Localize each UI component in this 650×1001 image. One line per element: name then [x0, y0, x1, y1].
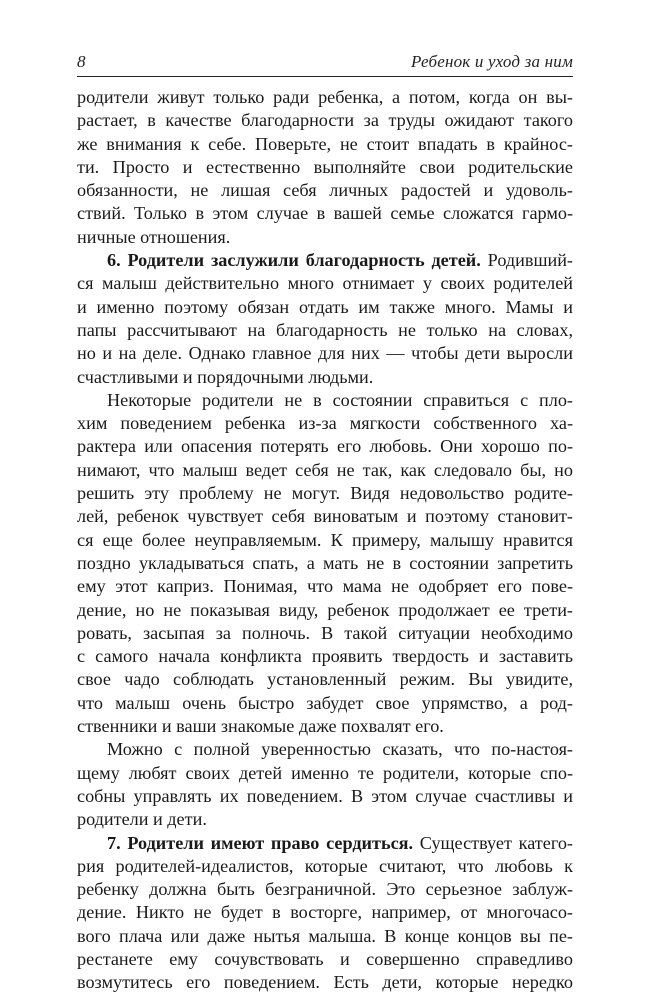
text-line: Можно с полной уверенностью сказать, что по-настоя- [107, 739, 573, 760]
text-line: ствий. Только в этом случае в вашей семье сложатся гармо- [77, 203, 573, 224]
text-line: поздно укладываться спать, а мать не в состоянии запретить [77, 552, 573, 573]
text-line: собны управлять их поведением. В этом случае счастливы и [77, 785, 573, 806]
text-line: ему этот каприз. Понимая, что мама не одобряет его пове- [77, 576, 573, 597]
text-line: рактера или опасения потерять его любовь. Они хорошо по- [77, 436, 573, 457]
text-line: нимают, что малыш ведет себя не так, как следовало бы, но [77, 459, 573, 480]
text-line: свое чадо соблюдать установленный режим. Вы увидите, [77, 669, 573, 690]
text-line: ровать, засыпая за полночь. В такой ситуации необходимо [77, 622, 573, 643]
section-heading-line [77, 832, 573, 855]
running-header [77, 52, 573, 80]
text-line: возмутитесь его поведением. Есть дети, которые нередко [77, 972, 573, 993]
text-line: растает, в качестве благодарности за труды ожидают такого [77, 110, 573, 131]
section-heading-line [77, 249, 573, 272]
text-line: но и на деле. Однако главное для них — чтобы дети выросли [77, 343, 573, 364]
text-line: с самого начала конфликта проявить твердость и заставить [77, 646, 573, 667]
running-title: Ребенок и уход за ним [410, 52, 573, 71]
text-line: хим поведением ребенка из-за мягкости собственного ха- [77, 413, 573, 434]
text-line: ничные отношения. [77, 226, 231, 247]
text-run: Существует катего- [413, 832, 573, 853]
text-line: щему любят своих детей именно те родители, которые спо- [77, 762, 573, 783]
section-heading-6: 6. Родители заслужили благодарность детей. [107, 250, 481, 271]
text-line: и именно поэтому обязан отдать им также много. Мамы и [77, 296, 573, 317]
text-line: вого плача или даже нытья малыша. В конце концов вы пе- [77, 925, 573, 946]
text-line: ся еще более неуправляемым. К примеру, малышу нравится [77, 529, 573, 550]
section-heading-7: 7. Родители имеют право сердиться. [107, 832, 414, 853]
text-line: ти. Просто и естественно выполняйте свои родительские [77, 156, 573, 177]
header-rule [77, 76, 573, 77]
text-run: Родивший- [480, 250, 573, 271]
body-text [77, 86, 573, 995]
text-line: рестанете ему сочувствовать и совершенно справедливо [77, 948, 573, 969]
text-line: ребенку должна быть безграничной. Это серьезное заблуж- [77, 879, 573, 900]
text-line: родители живут только ради ребенка, а потом, когда он вы- [77, 87, 573, 107]
text-line: что малыш очень быстро забудет свое упрямство, а род- [77, 692, 573, 713]
text-line: дение. Никто не будет в восторге, например, от многочасо- [77, 902, 573, 923]
text-line: ственники и ваши знакомые даже похвалят его. [77, 716, 444, 737]
text-line: папы рассчитывают на благодарность не только на словах, [77, 319, 573, 340]
text-line: дение, но не показывая виду, ребенок продолжает ее трети- [77, 599, 573, 620]
text-line: Некоторые родители не в состоянии справиться с пло- [107, 389, 573, 410]
text-line: лей, ребенок чувствует себя виноватым и поэтому становит- [77, 506, 573, 527]
text-line: родители и дети. [77, 809, 207, 830]
text-line: рия родителей-идеалистов, которые считают, что любовь к [77, 855, 573, 876]
text-line: обязанности, не лишая себя личных радостей и удоволь- [77, 180, 573, 201]
text-line: ся малыш действительно много отнимает у своих родителей [77, 273, 573, 294]
page-number: 8 [77, 52, 86, 71]
text-line: счастливыми и порядочными людьми. [77, 366, 374, 387]
text-line: решить эту проблему не могут. Видя недовольство родите- [77, 483, 573, 504]
text-line: же внимания к себе. Поверьте, не стоит впадать в крайнос- [77, 133, 573, 154]
